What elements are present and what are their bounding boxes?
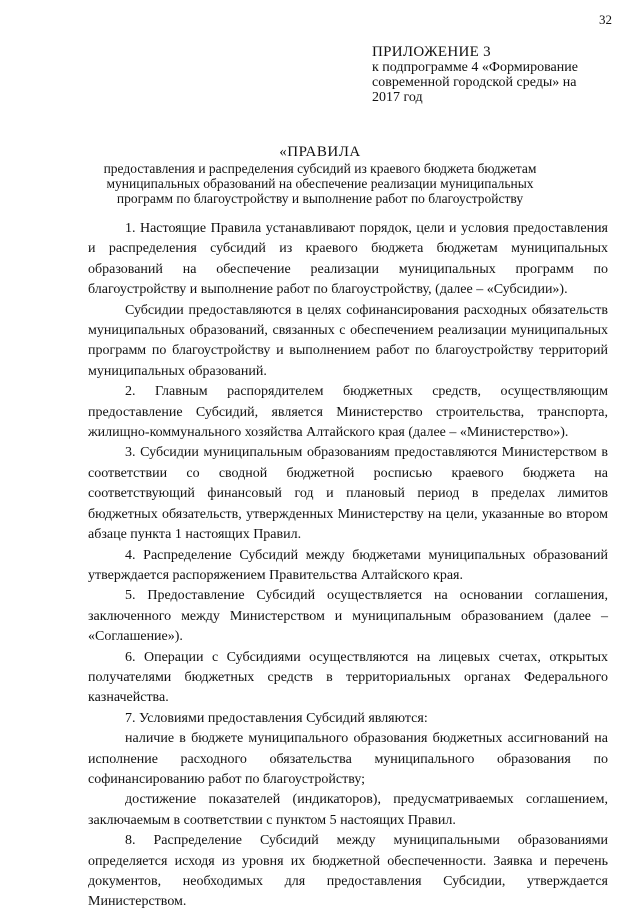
paragraph: 4. Распределение Субсидий между бюджетами муниципальных образований утверждается распоряжением Правительства Алтайского края. [88,547,608,583]
document-title: «ПРАВИЛА [279,144,361,160]
subtitle-line: программ по благоустройству и выполнение работ по благоустройству [116,191,524,206]
appendix-line: современной городской среды» на [372,75,577,90]
paragraph: наличие в бюджете муниципального образования бюджетных ассигнований на исполнение расходного обязательства муниципального образования по софинансированию работ по благоустройству; [88,731,608,787]
paragraph: 6. Операции с Субсидиями осуществляются на лицевых счетах, открытых получателями бюджетных средств в территориальных органах Федерального казначейства. [88,649,608,706]
appendix-line: к подпрограмме 4 «Формирование [372,60,578,75]
page-number: 32 [599,12,612,27]
paragraph: достижение показателей (индикаторов), предусматриваемых соглашением, заключаемым в соответствии с пунктом 5 настоящих Правил. [88,792,608,828]
paragraph: 7. Условиями предоставления Субсидий являются: [125,710,428,726]
appendix-header [372,45,622,105]
appendix-line: 2017 год [372,90,423,105]
subtitle-line: предоставления и распределения субсидий из краевого бюджета бюджетам [103,161,537,176]
document-body [88,219,608,913]
paragraph: 8. Распределение Субсидий между муниципальными образованиями определяется исходя из уровня их бюджетной обеспеченности. Заявка и перечень документов, необходимых для предоставления Субсидии, утверждается Министерством. [88,833,608,910]
paragraph: 3. Субсидии муниципальным образованиям предоставляются Министерством в соответствии со сводной бюджетной росписью краевого бюджета на соответствующий финансовый год и плановый период в пределах лимитов бюджетных обязательств, утвержденных Министерству на цели, указанные во втором абзаце пункта 1 настоящих Правил. [88,445,608,543]
paragraph: Субсидии предоставляются в целях софинансирования расходных обязательств муниципальных образований, связанных с обеспечением реализации муниципальных программ по благоустройству и выполнением работ по благоустройству территорий муниципальных образований. [88,302,608,379]
paragraph: 1. Настоящие Правила устанавливают порядок, цели и условия предоставления и распределения субсидий из краевого бюджета бюджетам муниципальных образований на обеспечение реализации муниципальных программ по благоустройству и выполнение работ по благоустройству, (далее – «Субсидии»). [88,221,608,298]
subtitle-line: муниципальных образований на обеспечение реализации муниципальных [106,176,534,191]
paragraph: 5. Предоставление Субсидий осуществляется на основании соглашения, заключенного между Министерством и муниципальным образованием (далее – «Соглашение»). [88,588,608,645]
title-block [70,143,570,206]
appendix-heading: ПРИЛОЖЕНИЕ 3 [372,44,491,60]
paragraph: 2. Главным распорядителем бюджетных средств, осуществляющим предоставление Субсидий, является Министерство строительства, транспорта, жилищно-коммунального хозяйства Алтайского края (далее – «Министерство»). [88,384,608,441]
